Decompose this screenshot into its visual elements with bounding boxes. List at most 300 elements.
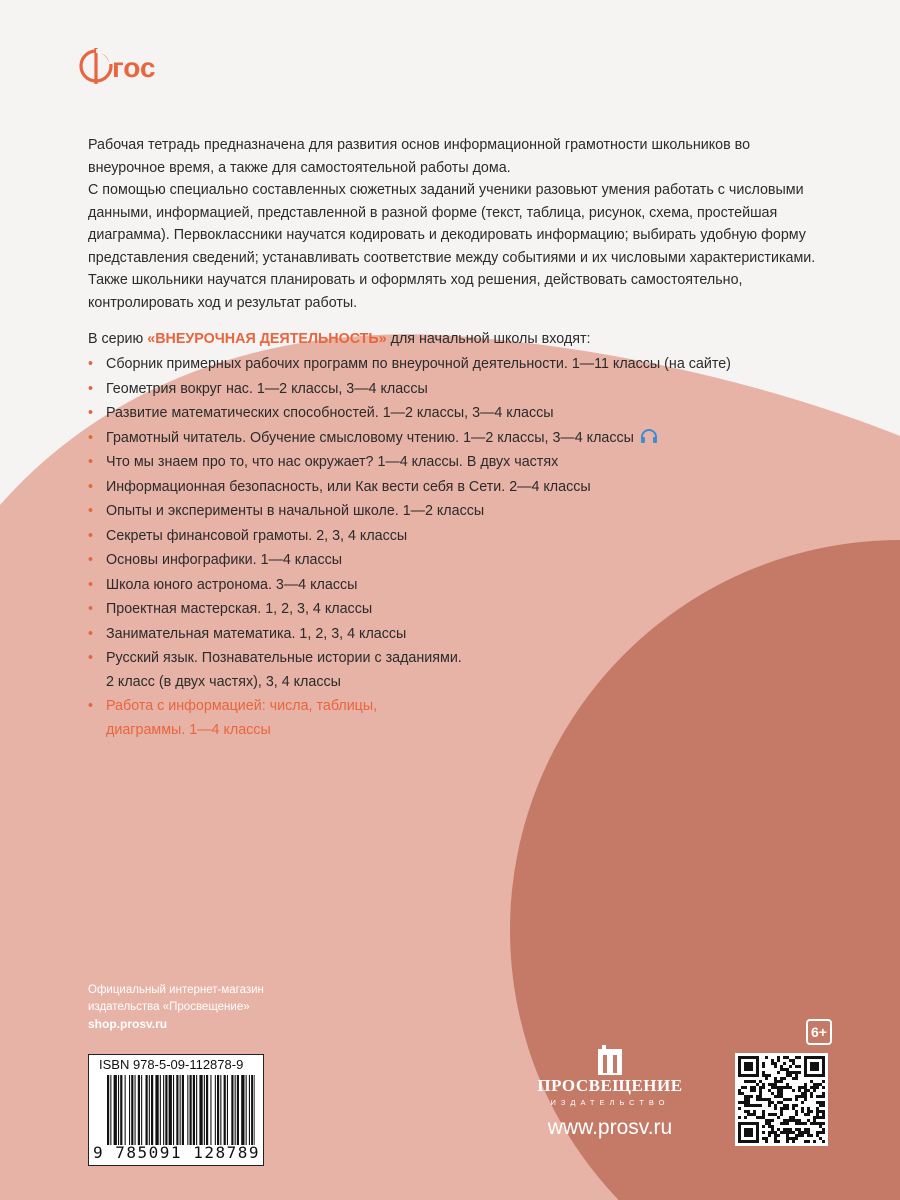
qr-module [774, 1077, 777, 1080]
description [88, 134, 828, 314]
barcode-number: 9 785091 128789 [93, 1143, 260, 1162]
qr-module [765, 1098, 768, 1101]
qr-module [807, 1107, 810, 1110]
qr-module [786, 1071, 789, 1074]
qr-module [813, 1122, 816, 1125]
qr-module [777, 1140, 780, 1143]
qr-module [801, 1107, 804, 1110]
qr-module [798, 1122, 801, 1125]
publisher-url[interactable]: www.prosv.ru [547, 1116, 673, 1139]
qr-module [765, 1074, 768, 1077]
qr-module [822, 1110, 825, 1113]
qr-module [780, 1077, 783, 1080]
qr-module [774, 1137, 777, 1140]
qr-module [801, 1110, 804, 1113]
qr-module [741, 1101, 744, 1104]
qr-module [774, 1134, 777, 1137]
qr-module [801, 1131, 804, 1134]
qr-module [771, 1128, 774, 1131]
qr-module [780, 1065, 783, 1068]
bullet: • [88, 380, 94, 397]
qr-module [783, 1056, 786, 1059]
list-item: • Проектная мастерская. 1, 2, 3, 4 классы [88, 597, 808, 622]
barcode-bar [246, 1075, 247, 1145]
qr-module [795, 1110, 798, 1113]
qr-module [786, 1056, 789, 1059]
qr-module [774, 1083, 777, 1086]
qr-module [807, 1119, 810, 1122]
qr-module [786, 1122, 789, 1125]
qr-module [780, 1095, 783, 1098]
qr-module [822, 1101, 825, 1104]
barcode-bar [227, 1075, 228, 1145]
qr-module [786, 1098, 789, 1101]
qr-module [750, 1104, 753, 1107]
qr-module [789, 1074, 792, 1077]
qr-module [759, 1098, 762, 1101]
list-item: • Грамотный читатель. Обучение смысловому чтению. 1—2 классы, 3—4 классы [88, 426, 808, 451]
qr-module [777, 1056, 780, 1059]
qr-module [777, 1071, 780, 1074]
qr-module [807, 1089, 810, 1092]
qr-module [813, 1116, 816, 1119]
list-item: • Школа юного астронома. 3—4 классы [88, 573, 808, 598]
qr-module [807, 1110, 810, 1113]
qr-module [753, 1089, 756, 1092]
qr-module [792, 1062, 795, 1065]
qr-module [804, 1131, 807, 1134]
qr-module [762, 1086, 765, 1089]
barcode-bar [217, 1075, 219, 1145]
qr-module [792, 1104, 795, 1107]
qr-module [750, 1113, 753, 1116]
qr-module [795, 1056, 798, 1059]
list-item: • Геометрия вокруг нас. 1—2 классы, 3—4 классы [88, 377, 808, 402]
qr-module [783, 1104, 786, 1107]
barcode-bar [118, 1075, 119, 1145]
qr-module [774, 1086, 777, 1089]
qr-module [744, 1098, 747, 1101]
barcode-bar [129, 1075, 130, 1145]
qr-module [798, 1134, 801, 1137]
qr-module [762, 1062, 765, 1065]
qr-module [801, 1101, 804, 1104]
barcode-bar [224, 1075, 226, 1145]
qr-module [747, 1104, 750, 1107]
qr-module [780, 1122, 783, 1125]
qr-module [789, 1065, 792, 1068]
qr-module [759, 1080, 762, 1083]
qr-module [804, 1083, 807, 1086]
qr-module [789, 1137, 792, 1140]
fgos-logo-icon [78, 42, 114, 86]
qr-module [774, 1065, 777, 1068]
qr-module [780, 1107, 783, 1110]
qr-module [798, 1128, 801, 1131]
qr-module [750, 1080, 753, 1083]
qr-module [753, 1080, 756, 1083]
qr-module [777, 1089, 780, 1092]
qr-module [750, 1089, 753, 1092]
barcode-bar [187, 1075, 188, 1145]
qr-module [777, 1116, 780, 1119]
qr-module [819, 1083, 822, 1086]
qr-module [762, 1116, 765, 1119]
qr-module [762, 1131, 765, 1134]
qr-module [801, 1086, 804, 1089]
qr-module [750, 1095, 753, 1098]
barcode-bar [141, 1075, 142, 1145]
qr-module [810, 1086, 813, 1089]
qr-module [819, 1104, 822, 1107]
qr-module [810, 1134, 813, 1137]
qr-module [762, 1110, 765, 1113]
barcode-bar [249, 1075, 250, 1145]
barcode-bar [110, 1075, 111, 1145]
qr-module [792, 1137, 795, 1140]
qr-module [810, 1122, 813, 1125]
qr-module [816, 1086, 819, 1089]
bullet: • [88, 429, 94, 446]
bullet: • [88, 503, 94, 519]
list-item: • Основы инфографики. 1—4 классы [88, 548, 808, 573]
qr-module [801, 1122, 804, 1125]
series-name: «ВНЕУРОЧНАЯ ДЕЯТЕЛЬНОСТЬ» [147, 331, 387, 347]
qr-module [816, 1095, 819, 1098]
qr-module [759, 1116, 762, 1119]
qr-module [789, 1128, 792, 1131]
barcode-bar [254, 1075, 255, 1145]
qr-module [816, 1116, 819, 1119]
qr-module [762, 1113, 765, 1116]
qr-module [801, 1095, 804, 1098]
series-list [88, 352, 808, 742]
bullet: • [88, 601, 94, 617]
qr-module [795, 1104, 798, 1107]
qr-module [786, 1104, 789, 1107]
qr-module [738, 1101, 741, 1104]
qr-module [792, 1119, 795, 1122]
qr-module [777, 1134, 780, 1137]
barcode-bar [220, 1075, 221, 1145]
qr-module [744, 1086, 747, 1089]
qr-module [744, 1062, 753, 1071]
qr-module [786, 1119, 789, 1122]
qr-module [780, 1068, 783, 1071]
qr-module [747, 1113, 750, 1116]
qr-module [807, 1131, 810, 1134]
publisher-subtitle: ИЗДАТЕЛЬСТВО [550, 1098, 670, 1107]
bullet: • [88, 650, 94, 666]
qr-module [810, 1092, 813, 1095]
qr-module [792, 1059, 795, 1062]
qr-module [804, 1098, 807, 1101]
qr-module [777, 1092, 780, 1095]
qr-module [741, 1092, 744, 1095]
qr-module [792, 1116, 795, 1119]
qr-module [753, 1104, 756, 1107]
qr-module [777, 1080, 780, 1083]
qr-module [738, 1089, 741, 1092]
qr-module [798, 1095, 801, 1098]
qr-module [822, 1113, 825, 1116]
qr-module [804, 1095, 807, 1098]
qr-module [768, 1083, 771, 1086]
qr-module [801, 1134, 804, 1137]
qr-module [738, 1107, 741, 1110]
qr-module [768, 1104, 771, 1107]
qr-module [819, 1125, 822, 1128]
qr-module [786, 1131, 789, 1134]
barcode-bar [180, 1075, 181, 1145]
qr-module [822, 1092, 825, 1095]
qr-module [786, 1074, 789, 1077]
barcode-bar [149, 1075, 150, 1145]
qr-module [795, 1128, 798, 1131]
qr-module [774, 1140, 777, 1143]
barcode-bar [138, 1075, 140, 1145]
qr-module [756, 1104, 759, 1107]
qr-module [756, 1083, 759, 1086]
qr-module [762, 1083, 765, 1086]
qr-module [822, 1086, 825, 1089]
qr-module [762, 1137, 765, 1140]
qr-module [795, 1134, 798, 1137]
qr-module [819, 1116, 822, 1119]
qr-module [762, 1125, 765, 1128]
qr-module [816, 1131, 819, 1134]
qr-module [765, 1056, 768, 1059]
qr-module [771, 1059, 774, 1062]
qr-module [789, 1059, 792, 1062]
qr-module [792, 1071, 795, 1074]
qr-module [816, 1107, 819, 1110]
list-item: • Опыты и эксперименты в начальной школе. 1—2 классы [88, 499, 808, 524]
qr-module [753, 1113, 756, 1116]
qr-module [756, 1098, 759, 1101]
fgos-logo-text: гос [112, 52, 156, 83]
qr-module [807, 1134, 810, 1137]
qr-module [771, 1062, 774, 1065]
qr-module [756, 1095, 759, 1098]
qr-module [768, 1119, 771, 1122]
qr-module [819, 1110, 822, 1113]
qr-module [786, 1140, 789, 1143]
qr-module [777, 1095, 780, 1098]
bullet: • [88, 454, 94, 470]
qr-module [822, 1131, 825, 1134]
list-item: • Занимательная математика. 1, 2, 3, 4 классы [88, 622, 808, 647]
qr-code [735, 1053, 828, 1146]
qr-module [786, 1068, 789, 1071]
qr-module [771, 1086, 774, 1089]
bullet: • [88, 698, 94, 714]
qr-module [789, 1119, 792, 1122]
qr-module [783, 1128, 786, 1131]
barcode-bar [235, 1075, 236, 1145]
bullet: • [88, 625, 94, 642]
qr-module [816, 1083, 819, 1086]
qr-module [795, 1098, 798, 1101]
qr-module [804, 1089, 807, 1092]
qr-module [810, 1095, 813, 1098]
qr-module [768, 1113, 771, 1116]
barcode-bar [165, 1075, 167, 1145]
qr-module [795, 1077, 798, 1080]
qr-module [783, 1131, 786, 1134]
qr-module [789, 1098, 792, 1101]
qr-module [768, 1122, 771, 1125]
qr-module [822, 1116, 825, 1119]
series-suffix: для начальной школы входят: [386, 331, 591, 347]
headphones-icon [640, 428, 658, 444]
qr-module [819, 1101, 822, 1104]
qr-module [822, 1128, 825, 1131]
qr-module [792, 1107, 795, 1110]
qr-module [774, 1113, 777, 1116]
list-item-current-book: • Работа с информацией: числа, таблицы, диаграммы. 1—4 классы [88, 694, 808, 742]
description-paragraph: С помощью специально составленных сюжетных заданий ученики разовьют умения работать с числовыми данными, информацией, представленной в разной форме (текст, таблица, рисунок, схема, простейшая диаграмма). Первоклассники научатся кодировать и декодировать информацию; выбирать удобную форму представления сведений; устанавливать соответствие между событиями и их числовыми характеристиками. [88, 182, 816, 266]
qr-module [792, 1077, 795, 1080]
qr-module [744, 1116, 747, 1119]
qr-module [756, 1116, 759, 1119]
bullet: • [88, 552, 94, 568]
barcode-bar [125, 1075, 126, 1145]
qr-module [759, 1089, 762, 1092]
qr-module [786, 1107, 789, 1110]
list-item: • Сборник примерных рабочих программ по внеурочной деятельности. 1—11 классы (на сайте) [88, 352, 808, 377]
description-paragraph: Рабочая тетрадь предназначена для развития основ информационной грамотности школьников во внеурочное время, а также для самостоятельной работы дома. [88, 137, 751, 176]
qr-module [822, 1140, 825, 1143]
qr-module [744, 1128, 753, 1137]
qr-module [822, 1104, 825, 1107]
qr-module [795, 1074, 798, 1077]
qr-module [795, 1071, 798, 1074]
qr-module [783, 1068, 786, 1071]
qr-module [768, 1131, 771, 1134]
qr-module [804, 1086, 807, 1089]
qr-module [744, 1104, 747, 1107]
publisher-logo-icon [590, 1043, 630, 1077]
qr-module [804, 1128, 807, 1131]
qr-module [807, 1128, 810, 1131]
qr-module [780, 1089, 783, 1092]
barcode-bar [199, 1075, 202, 1145]
barcode-bar [251, 1075, 253, 1145]
qr-module [816, 1101, 819, 1104]
qr-module [798, 1089, 801, 1092]
shop-url[interactable]: shop.prosv.ru [88, 1017, 168, 1031]
qr-module [744, 1080, 747, 1083]
qr-module [768, 1098, 771, 1101]
qr-module [765, 1137, 768, 1140]
qr-module [738, 1116, 741, 1119]
list-item: • Информационная безопасность, или Как вести себя в Сети. 2—4 классы [88, 475, 808, 500]
qr-module [765, 1119, 768, 1122]
qr-module [741, 1086, 744, 1089]
bullet: • [88, 576, 94, 593]
qr-module [774, 1080, 777, 1083]
qr-module [768, 1125, 771, 1128]
barcode-bar [155, 1075, 158, 1145]
barcode-bar [131, 1075, 133, 1145]
qr-module [762, 1071, 765, 1074]
barcode-bar [190, 1075, 192, 1145]
qr-module [795, 1122, 798, 1125]
qr-module [813, 1083, 816, 1086]
qr-module [762, 1065, 765, 1068]
list-item: • Что мы знаем про то, что нас окружает? 1—4 классы. В двух частях [88, 450, 808, 475]
bullet: • [88, 527, 94, 544]
publisher-name: ПРОСВЕЩЕНИЕ [537, 1076, 683, 1095]
qr-module [801, 1092, 804, 1095]
series-heading [88, 331, 590, 347]
qr-module [780, 1086, 783, 1089]
qr-module [795, 1065, 798, 1068]
qr-module [798, 1086, 801, 1089]
qr-module [786, 1134, 789, 1137]
age-rating-badge: 6+ [806, 1019, 832, 1045]
qr-module [798, 1071, 801, 1074]
barcode-bar [135, 1075, 136, 1145]
qr-module [819, 1131, 822, 1134]
qr-module [777, 1059, 780, 1062]
barcode-bar [176, 1075, 178, 1145]
qr-module [789, 1071, 792, 1074]
qr-module [738, 1092, 741, 1095]
barcode-bar [151, 1075, 153, 1145]
qr-module [774, 1095, 777, 1098]
qr-module [768, 1074, 771, 1077]
qr-module [795, 1113, 798, 1116]
barcode-bar [120, 1075, 122, 1145]
barcode-bar [163, 1075, 164, 1145]
qr-module [813, 1140, 816, 1143]
qr-module [804, 1113, 807, 1116]
qr-module [780, 1131, 783, 1134]
qr-module [795, 1119, 798, 1122]
qr-module [783, 1122, 786, 1125]
qr-module [750, 1086, 753, 1089]
isbn-text: ISBN 978-5-09-112878-9 [99, 1057, 244, 1072]
barcode-bar [107, 1075, 109, 1145]
barcode-bar [237, 1075, 239, 1145]
qr-module [816, 1110, 819, 1113]
qr-module [753, 1086, 756, 1089]
qr-module [744, 1101, 747, 1104]
qr-module [774, 1107, 777, 1110]
qr-module [813, 1089, 816, 1092]
qr-module [768, 1134, 771, 1137]
qr-module [765, 1122, 768, 1125]
qr-module [762, 1074, 765, 1077]
barcode-bar [169, 1075, 172, 1145]
barcode-bar [196, 1075, 197, 1145]
barcode-bar [215, 1075, 216, 1145]
qr-module [816, 1134, 819, 1137]
qr-module [771, 1092, 774, 1095]
barcode-bar [241, 1075, 244, 1145]
qr-module [747, 1101, 750, 1104]
shop-line: издательства «Просвещение» [88, 1001, 250, 1013]
qr-module [813, 1119, 816, 1122]
barcode-bar [146, 1075, 148, 1145]
qr-module [783, 1062, 786, 1065]
qr-module [819, 1122, 822, 1125]
qr-module [798, 1119, 801, 1122]
barcode-bar [160, 1075, 161, 1145]
qr-module [780, 1092, 783, 1095]
